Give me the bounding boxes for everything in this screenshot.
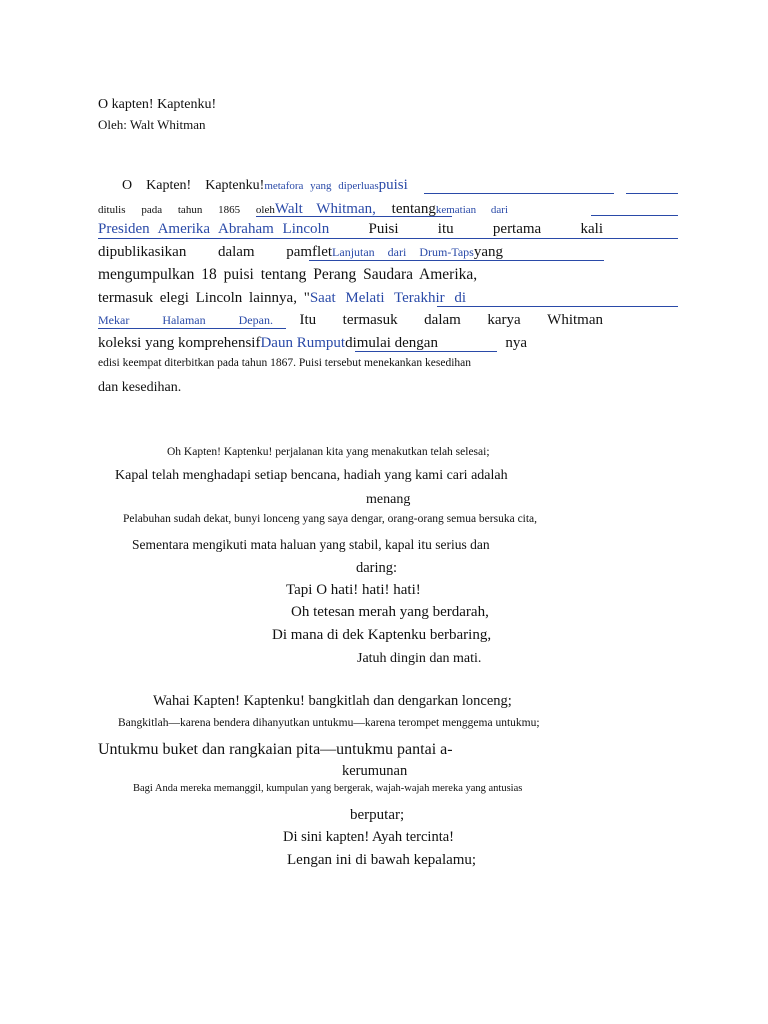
poem-title: O kapten! Kaptenku! — [98, 97, 217, 112]
link-kematian[interactable]: kematian dari — [435, 204, 508, 216]
author-byline: Oleh: Walt Whitman — [98, 117, 206, 132]
intro-text: Kaptenku! — [205, 178, 265, 193]
link-underline — [437, 306, 678, 307]
link-puisi[interactable]: puisi — [378, 177, 408, 193]
poem-line: Untukmu buket dan rangkaian pita—untukmu pantai a- — [98, 741, 453, 758]
intro-text: dalam — [217, 244, 255, 260]
poem-line: Jatuh dingin dan mati. — [357, 651, 482, 666]
poem-line: kerumunan — [342, 763, 408, 779]
link-underline — [309, 260, 604, 261]
intro-text: koleksi yang komprehensif — [98, 335, 261, 351]
link-saat-melati[interactable]: Saat Melati Terakhir di — [309, 290, 467, 306]
intro-text: karya — [487, 312, 521, 328]
poem-line: Wahai Kapten! Kaptenku! bangkitlah dan dengarkan lonceng; — [153, 693, 512, 709]
intro-line-1 — [122, 178, 432, 193]
poem-line: Tapi O hati! hati! hati! — [286, 582, 421, 598]
intro-line-4 — [98, 245, 503, 260]
intro-text: 1865 — [218, 204, 241, 216]
poem-line: Di sini kapten! Ayah tercinta! — [283, 829, 455, 845]
intro-text: pertama — [492, 221, 542, 237]
intro-text: termasuk elegi Lincoln lainnya, " — [98, 290, 310, 306]
intro-text: Itu — [299, 312, 317, 328]
intro-line-7 — [98, 313, 603, 328]
intro-text: pada — [141, 204, 163, 216]
intro-text: tentang — [391, 201, 436, 217]
intro-text: O — [122, 178, 133, 193]
link-underline — [591, 215, 678, 216]
intro-text: kali — [580, 221, 603, 237]
poem-line: berputar; — [350, 807, 405, 823]
link-underline — [98, 238, 678, 239]
intro-line-2 — [98, 202, 508, 217]
link-walt-whitman[interactable]: Walt Whitman, — [274, 201, 376, 217]
poem-line: Pelabuhan sudah dekat, bunyi lonceng yang saya dengar, orang-orang semua bersuka cita, — [123, 513, 538, 525]
poem-line: Oh Kapten! Kaptenku! perjalanan kita yang menakutkan telah selesai; — [167, 446, 490, 458]
link-underline — [98, 328, 286, 329]
link-daun-rumput[interactable]: Daun Rumput — [260, 335, 346, 351]
intro-text: pamflet — [286, 244, 333, 260]
intro-line-6 — [98, 291, 466, 306]
intro-line-3 — [98, 222, 603, 237]
link-mekar-halaman[interactable]: Mekar Halaman Depan. — [98, 313, 273, 327]
link-metafora[interactable]: metafora yang diperluas — [264, 180, 379, 192]
intro-line-8 — [98, 336, 527, 351]
poem-line: Bangkitlah—karena bendera dihanyutkan untukmu—karena terompet menggema untukmu; — [118, 717, 540, 729]
poem-line: Bagi Anda mereka memanggil, kumpulan yang bergerak, wajah-wajah mereka yang antusias — [133, 783, 523, 794]
link-underline — [424, 193, 614, 194]
poem-line: Di mana di dek Kaptenku berbaring, — [272, 627, 492, 643]
link-presiden-lincoln[interactable]: Presiden Amerika Abraham Lincoln — [98, 221, 330, 237]
link-underline — [626, 193, 678, 194]
intro-text: termasuk — [342, 312, 398, 328]
poem-line: Oh tetesan merah yang berdarah, — [291, 604, 489, 620]
intro-line-10: dan kesedihan. — [98, 380, 182, 395]
intro-line-9: edisi keempat diterbitkan pada tahun 1867. Puisi tersebut menekankan kesedihan — [98, 357, 472, 369]
intro-text: Kapten! — [146, 178, 192, 193]
intro-text: tahun — [177, 204, 203, 216]
intro-text: yang — [473, 244, 503, 260]
link-underline — [355, 351, 497, 352]
intro-text: dalam — [424, 312, 461, 328]
intro-text: nya — [505, 335, 527, 351]
poem-line: menang — [366, 492, 411, 507]
intro-text: oleh — [255, 204, 275, 216]
intro-text: dimulai dengan — [345, 335, 438, 351]
intro-text: Whitman — [547, 312, 603, 328]
poem-line: Lengan ini di bawah kepalamu; — [287, 852, 477, 868]
poem-line: Sementara mengikuti mata haluan yang stabil, kapal itu serius dan — [132, 537, 490, 552]
intro-text: Puisi — [368, 221, 399, 237]
intro-text: ditulis — [98, 204, 126, 216]
link-drum-taps[interactable]: Lanjutan dari Drum-Taps — [332, 245, 474, 259]
intro-text: dipublikasikan — [98, 244, 187, 260]
poem-line: daring: — [356, 560, 398, 576]
intro-text: itu — [437, 221, 454, 237]
link-underline — [256, 216, 452, 217]
intro-line-5: mengumpulkan 18 puisi tentang Perang Saudara Amerika, — [98, 266, 478, 283]
poem-line: Kapal telah menghadapi setiap bencana, hadiah yang kami cari adalah — [115, 468, 508, 483]
